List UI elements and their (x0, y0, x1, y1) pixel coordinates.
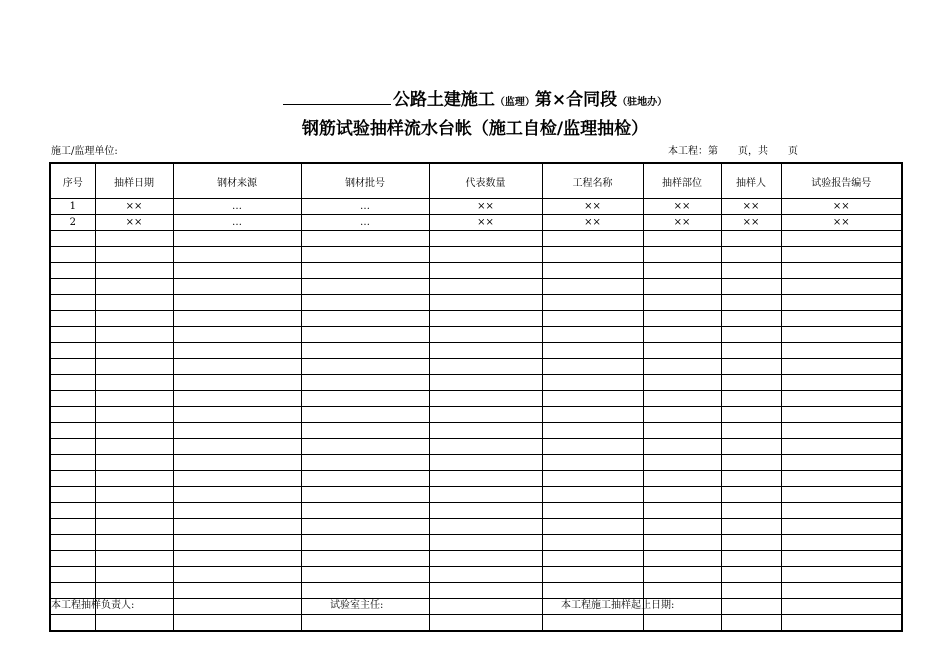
table-cell (50, 391, 95, 407)
table-row (50, 359, 902, 375)
table-cell (721, 343, 781, 359)
table-cell (301, 455, 429, 471)
table-cell (50, 327, 95, 343)
project-name-blank (283, 88, 391, 105)
table-cell (781, 439, 902, 455)
table-cell (173, 247, 301, 263)
table-cell: … (301, 199, 429, 215)
table-cell (50, 279, 95, 295)
table-cell (542, 615, 643, 632)
table-cell (721, 455, 781, 471)
table-row (50, 599, 902, 615)
table-cell (781, 279, 902, 295)
table-cell (50, 455, 95, 471)
table-cell (781, 551, 902, 567)
table-cell (643, 247, 721, 263)
table-cell (781, 535, 902, 551)
table-cell (429, 455, 542, 471)
table-cell (95, 295, 173, 311)
table-cell (173, 519, 301, 535)
table-cell (781, 343, 902, 359)
table-cell (721, 407, 781, 423)
table-cell (542, 247, 643, 263)
table-cell (721, 279, 781, 295)
table-row (50, 583, 902, 599)
table-cell (301, 359, 429, 375)
table-cell (542, 455, 643, 471)
table-cell (429, 471, 542, 487)
table-cell: 1 (50, 199, 95, 215)
table-row (50, 615, 902, 632)
table-cell (173, 279, 301, 295)
table-cell (643, 519, 721, 535)
table-cell: ×× (721, 199, 781, 215)
table-cell (542, 519, 643, 535)
document-title-line2: 钢筋试验抽样流水台帐（施工自检/监理抽检） (301, 119, 649, 139)
table-cell (542, 407, 643, 423)
table-cell (429, 535, 542, 551)
table-row (50, 215, 902, 231)
table-cell (542, 343, 643, 359)
table-cell (429, 407, 542, 423)
table-cell (781, 503, 902, 519)
table-cell (50, 487, 95, 503)
table-cell (173, 583, 301, 599)
table-cell (173, 455, 301, 471)
table-cell (429, 359, 542, 375)
table-cell (643, 391, 721, 407)
table-cell (643, 279, 721, 295)
table-row (50, 407, 902, 423)
document-title-line1 (0, 88, 950, 115)
table-cell (643, 311, 721, 327)
table-cell: ×× (95, 199, 173, 215)
table-cell (781, 519, 902, 535)
title-small-supervision: （监理） (494, 97, 535, 108)
table-cell (95, 375, 173, 391)
table-cell (781, 567, 902, 583)
table-cell (643, 583, 721, 599)
table-cell (721, 375, 781, 391)
table-cell (95, 343, 173, 359)
table-cell (95, 471, 173, 487)
table-cell: … (173, 215, 301, 231)
table-cell (721, 263, 781, 279)
table-cell (173, 343, 301, 359)
table-cell (721, 439, 781, 455)
table-cell: 2 (50, 215, 95, 231)
table-cell (95, 455, 173, 471)
table-row (50, 327, 902, 343)
table-cell (429, 487, 542, 503)
table-cell (429, 327, 542, 343)
table-cell (643, 407, 721, 423)
table-cell (50, 423, 95, 439)
table-cell (95, 279, 173, 295)
table-cell (173, 487, 301, 503)
table-cell (542, 535, 643, 551)
table-row (50, 295, 902, 311)
table-cell (542, 487, 643, 503)
table-cell (50, 535, 95, 551)
table-cell (542, 551, 643, 567)
table-cell (173, 615, 301, 632)
table-cell (643, 423, 721, 439)
table-cell (301, 535, 429, 551)
table-cell (301, 471, 429, 487)
table-cell: ×× (542, 215, 643, 231)
table-row (50, 247, 902, 263)
table-row (50, 551, 902, 567)
table-row (50, 343, 902, 359)
table-cell (542, 439, 643, 455)
table-cell (721, 423, 781, 439)
table-cell: ×× (95, 215, 173, 231)
table-cell (301, 503, 429, 519)
table-cell (173, 471, 301, 487)
table-cell (95, 535, 173, 551)
table-cell (95, 583, 173, 599)
table-cell (173, 407, 301, 423)
table-cell (95, 551, 173, 567)
table-cell (542, 231, 643, 247)
table-cell (301, 247, 429, 263)
table-cell (429, 503, 542, 519)
table-cell (301, 327, 429, 343)
table-cell (95, 407, 173, 423)
table-row (50, 199, 902, 215)
table-row (50, 567, 902, 583)
column-header: 序号 (50, 163, 95, 199)
table-cell (542, 359, 643, 375)
table-cell (643, 615, 721, 632)
table-cell (721, 295, 781, 311)
table-cell (429, 231, 542, 247)
table-cell (301, 567, 429, 583)
table-cell (781, 599, 902, 615)
table-cell (173, 503, 301, 519)
table-cell (173, 439, 301, 455)
table-cell (173, 263, 301, 279)
table-row (50, 375, 902, 391)
table-cell (95, 567, 173, 583)
table-cell: … (173, 199, 301, 215)
table-cell (721, 471, 781, 487)
table-cell (95, 327, 173, 343)
table-cell (173, 231, 301, 247)
table-cell: … (301, 215, 429, 231)
table-cell (50, 247, 95, 263)
table-cell (643, 375, 721, 391)
table-cell (429, 439, 542, 455)
table-cell (95, 311, 173, 327)
title-main: 公路土建施工 (392, 90, 495, 110)
unit-label: 施工/监理单位: (51, 146, 118, 157)
table-cell (95, 503, 173, 519)
table-cell (95, 439, 173, 455)
table-cell (542, 327, 643, 343)
table-cell (50, 407, 95, 423)
table-cell (301, 551, 429, 567)
table-cell (721, 503, 781, 519)
table-cell (301, 615, 429, 632)
table-cell (301, 375, 429, 391)
table-cell (781, 263, 902, 279)
column-header: 钢材批号 (301, 163, 429, 199)
table-cell (429, 247, 542, 263)
table-cell (301, 487, 429, 503)
table-cell (781, 295, 902, 311)
table-cell (50, 359, 95, 375)
column-header: 抽样部位 (643, 163, 721, 199)
table-cell: ×× (643, 215, 721, 231)
table-cell (50, 343, 95, 359)
table-cell (429, 343, 542, 359)
table-cell (429, 519, 542, 535)
table-cell (50, 311, 95, 327)
table-row (50, 231, 902, 247)
table-row (50, 279, 902, 295)
table-cell (429, 567, 542, 583)
table-cell (95, 615, 173, 632)
table-cell (429, 375, 542, 391)
table-cell (301, 519, 429, 535)
table-cell (542, 567, 643, 583)
table-cell (781, 423, 902, 439)
table-cell (50, 519, 95, 535)
table-cell (781, 407, 902, 423)
table-cell (301, 423, 429, 439)
table-cell (542, 503, 643, 519)
table-cell (542, 375, 643, 391)
table-cell (301, 391, 429, 407)
table-cell (173, 359, 301, 375)
table-cell (542, 583, 643, 599)
table-cell (429, 295, 542, 311)
table-cell (429, 423, 542, 439)
table-cell (643, 455, 721, 471)
table-cell (173, 391, 301, 407)
table-cell (50, 375, 95, 391)
table-cell (781, 359, 902, 375)
table-cell: ×× (429, 199, 542, 215)
table-cell (643, 439, 721, 455)
table-cell (95, 423, 173, 439)
table-cell (721, 519, 781, 535)
table-cell (173, 567, 301, 583)
table-cell (173, 535, 301, 551)
table-row (50, 423, 902, 439)
table-cell (429, 551, 542, 567)
table-cell (429, 615, 542, 632)
table-cell (721, 231, 781, 247)
table-row (50, 263, 902, 279)
table-body (50, 199, 902, 632)
table-cell (173, 599, 301, 615)
table-row (50, 391, 902, 407)
table-cell: ×× (542, 199, 643, 215)
table-row (50, 311, 902, 327)
table-cell (95, 247, 173, 263)
table-cell (50, 231, 95, 247)
table-row (50, 519, 902, 535)
table-cell (301, 231, 429, 247)
table-cell (50, 471, 95, 487)
table-cell (643, 551, 721, 567)
column-header: 试验报告编号 (781, 163, 902, 199)
table-cell: ×× (781, 199, 902, 215)
table-cell (429, 311, 542, 327)
table-cell: ×× (429, 215, 542, 231)
table-cell (173, 423, 301, 439)
title-contract-section: 第×合同段 (534, 90, 618, 110)
page-info: 本工程：第 页，共 页 (668, 146, 798, 157)
table-cell (643, 231, 721, 247)
table-cell (721, 487, 781, 503)
table-cell (643, 535, 721, 551)
table-row (50, 455, 902, 471)
table-cell (643, 487, 721, 503)
table-row (50, 487, 902, 503)
table-cell (301, 279, 429, 295)
table-cell (542, 279, 643, 295)
table-cell (643, 359, 721, 375)
table-cell (781, 615, 902, 632)
table-cell (542, 295, 643, 311)
table-cell (721, 583, 781, 599)
table-cell (301, 407, 429, 423)
table-cell (95, 519, 173, 535)
table-cell (643, 263, 721, 279)
table-row (50, 471, 902, 487)
table-row (50, 503, 902, 519)
table-cell (173, 295, 301, 311)
footer-lab-director: 试验室主任: (330, 600, 384, 611)
table-cell (429, 599, 542, 615)
table-cell (781, 311, 902, 327)
table-cell (95, 391, 173, 407)
table-cell (542, 471, 643, 487)
table-cell: ×× (643, 199, 721, 215)
table-cell (781, 375, 902, 391)
table-cell (721, 311, 781, 327)
column-header: 代表数量 (429, 163, 542, 199)
table-cell (781, 583, 902, 599)
table-cell (301, 343, 429, 359)
table-cell: ×× (781, 215, 902, 231)
table-cell (301, 263, 429, 279)
table-cell (721, 359, 781, 375)
table-cell (50, 295, 95, 311)
table-cell (542, 423, 643, 439)
table-cell (173, 551, 301, 567)
footer-date-range: 本工程施工抽样起止日期: (561, 600, 675, 611)
table-cell (50, 615, 95, 632)
table-cell (781, 327, 902, 343)
table-cell (50, 439, 95, 455)
table-cell (781, 247, 902, 263)
table-cell (301, 439, 429, 455)
table-cell (781, 391, 902, 407)
table-cell (643, 343, 721, 359)
table-cell (50, 263, 95, 279)
table-cell (542, 391, 643, 407)
table-cell (721, 567, 781, 583)
table-cell (781, 455, 902, 471)
table-cell (50, 567, 95, 583)
table-cell (301, 295, 429, 311)
table-cell (643, 327, 721, 343)
table-cell (301, 311, 429, 327)
table-cell (50, 583, 95, 599)
table-cell (95, 231, 173, 247)
table-cell (781, 487, 902, 503)
column-header: 抽样人 (721, 163, 781, 199)
table-cell (781, 471, 902, 487)
table-cell (50, 551, 95, 567)
table-cell (542, 311, 643, 327)
table-cell (95, 487, 173, 503)
table-cell (721, 551, 781, 567)
table-cell (95, 263, 173, 279)
table-cell (721, 615, 781, 632)
table-cell (643, 503, 721, 519)
table-cell: ×× (721, 215, 781, 231)
table-cell (173, 327, 301, 343)
column-header: 工程名称 (542, 163, 643, 199)
table-cell (173, 311, 301, 327)
table-cell (429, 391, 542, 407)
column-header: 钢材来源 (173, 163, 301, 199)
table-cell (301, 583, 429, 599)
table-row (50, 535, 902, 551)
title-small-office: （驻地办） (617, 97, 668, 108)
sampling-ledger-table (49, 162, 903, 632)
table-cell (643, 471, 721, 487)
table-cell (721, 535, 781, 551)
table-cell (429, 279, 542, 295)
table-header-row (50, 163, 902, 199)
table-row (50, 439, 902, 455)
table-cell (643, 567, 721, 583)
table-cell (429, 263, 542, 279)
table-cell (173, 375, 301, 391)
column-header: 抽样日期 (95, 163, 173, 199)
table-cell (50, 503, 95, 519)
footer-responsible: 本工程抽样负责人: (51, 600, 135, 611)
table-cell (721, 247, 781, 263)
table-cell (721, 327, 781, 343)
table-cell (721, 599, 781, 615)
table-cell (721, 391, 781, 407)
table-cell (542, 263, 643, 279)
table-cell (781, 231, 902, 247)
table-cell (95, 359, 173, 375)
table-cell (429, 583, 542, 599)
table-cell (643, 295, 721, 311)
